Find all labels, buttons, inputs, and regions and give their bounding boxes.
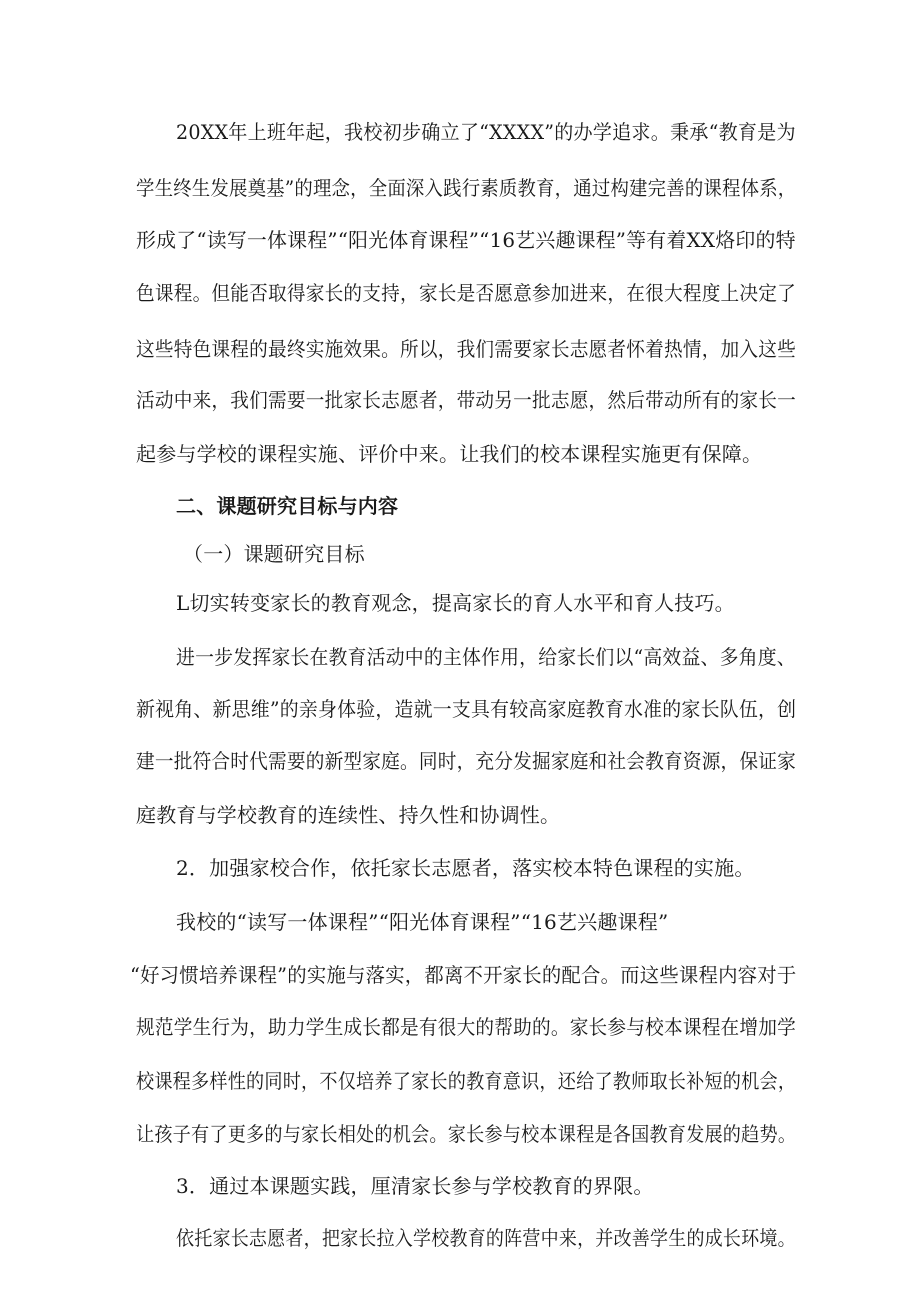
section-heading: 二、课题研究目标与内容 (176, 494, 399, 518)
goal2-line-2: “好习惯培养课程”的实施与落实，都离不开家长的配合。而这些课程内容对于 (130, 963, 797, 987)
goal2-title: 2．加强家校合作，依托家长志愿者，落实校本特色课程的实施。 (176, 856, 755, 880)
intro-line-3: 形成了“读写一体课程”“阳光体育课程”“16艺兴趣课程”等有着XX烙印的特 (136, 228, 796, 252)
intro-line-7: 起参与学校的课程实施、评价中来。让我们的校本课程实施更有保障。 (136, 442, 763, 466)
goal1-title: L切实转变家长的教育观念，提高家长的育人水平和育人技巧。 (176, 591, 735, 615)
intro-line-6: 活动中来，我们需要一批家长志愿者，带动另一批志愿，然后带动所有的家长一 (136, 388, 796, 412)
goal2-line-3: 规范学生行为，助力学生成长都是有很大的帮助的。家长参与校本课程在增加学 (136, 1015, 796, 1039)
goal3-title: 3．通过本课题实践，厘清家长参与学校教育的界限。 (176, 1174, 654, 1198)
goal2-line-5: 让孩子有了更多的与家长相处的机会。家长参与校本课程是各国教育发展的趋势。 (136, 1122, 797, 1146)
goal2-line-1: 我校的“读写一体课程”“阳光体育课程”“16艺兴趣课程” (176, 910, 669, 934)
goal1-line-3: 建一批符合时代需要的新型家庭。同时，充分发掘家庭和社会教育资源，保证家 (136, 749, 796, 773)
intro-line-1: 20XX年上班年起，我校初步确立了“XXXX”的办学追求。秉承“教育是为 (176, 120, 796, 144)
goal1-line-1: 进一步发挥家长在教育活动中的主体作用，给家长们以“高效益、多角度、 (176, 645, 796, 669)
goal1-line-2: 新视角、新思维”的亲身体验，造就一支具有较高家庭教育水准的家长队伍，创 (136, 697, 797, 721)
intro-line-5: 这些特色课程的最终实施效果。所以，我们需要家长志愿者怀着热情，加入这些 (136, 337, 796, 361)
intro-line-2: 学生终生发展奠基”的理念，全面深入践行素质教育，通过构建完善的课程体系， (136, 176, 797, 200)
subsection-heading: （一）课题研究目标 (183, 542, 365, 566)
intro-line-4: 色课程。但能否取得家长的支持，家长是否愿意参加进来，在很大程度上决定了 (136, 281, 796, 305)
goal1-line-4: 庭教育与学校教育的连续性、持久性和协调性。 (136, 803, 561, 827)
goal2-line-4: 校课程多样性的同时，不仅培养了家长的教育意识，还给了教师取长补短的机会， (136, 1069, 797, 1093)
goal3-line-1: 依托家长志愿者，把家长拉入学校教育的阵营中来，并改善学生的成长环境。 (176, 1226, 796, 1250)
